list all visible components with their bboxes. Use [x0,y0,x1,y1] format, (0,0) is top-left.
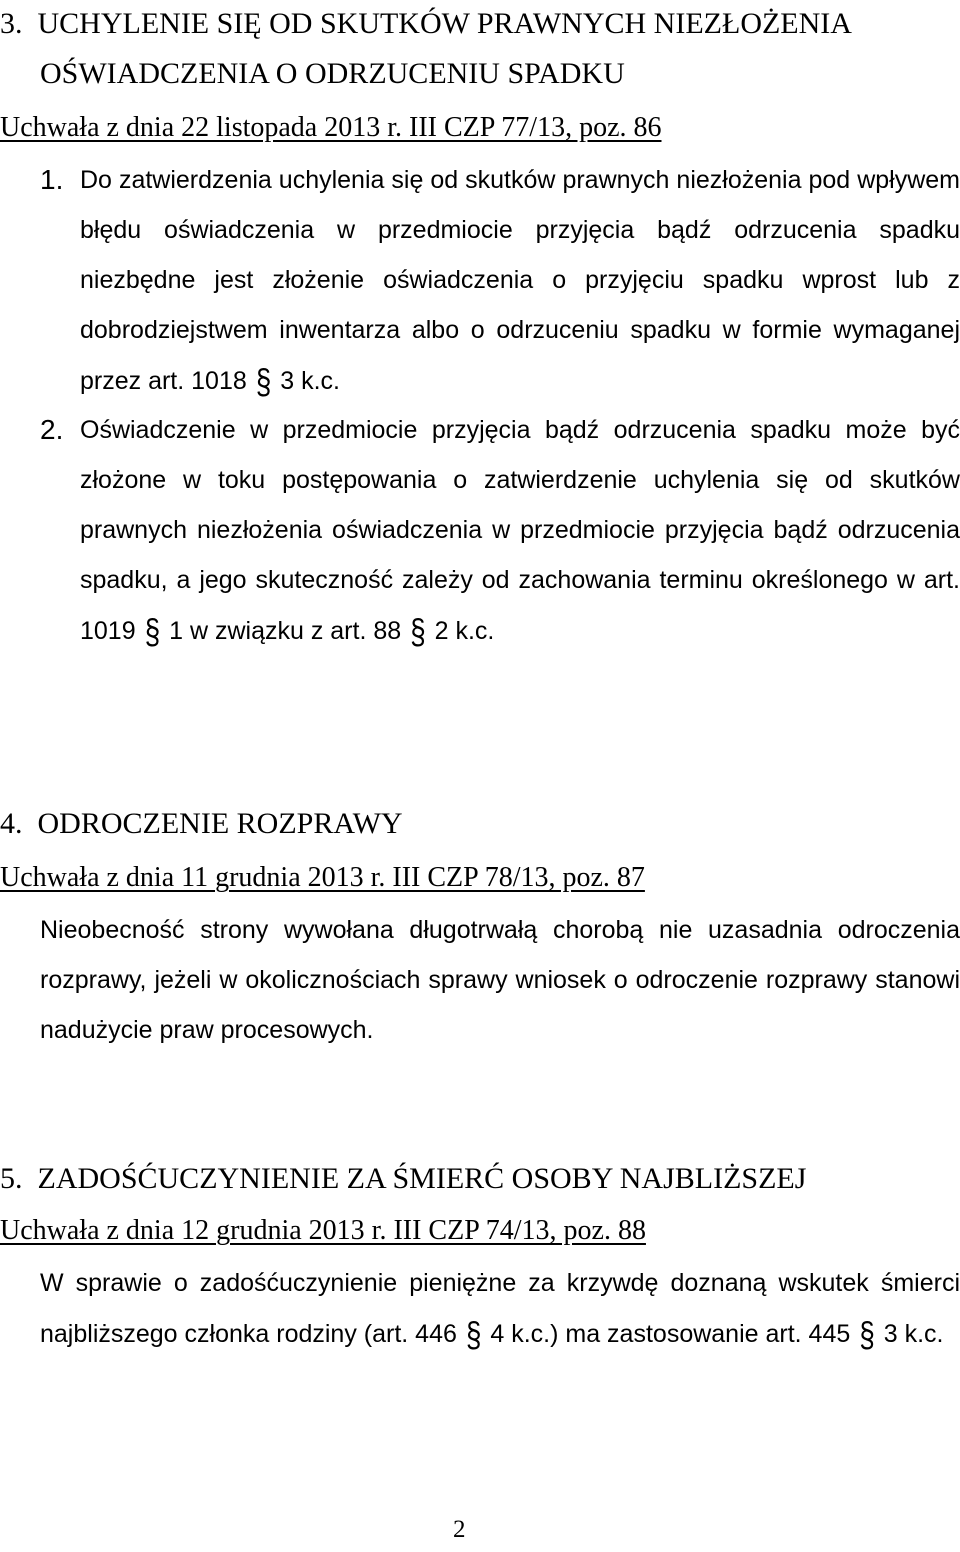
paragraph-sign: § [465,1315,482,1354]
section-3-reference: Uchwała z dnia 22 listopada 2013 r. III CZP 77/13, poz. 86 [0,112,662,143]
paragraph-sign: § [144,612,161,651]
section-3-heading-line2 [40,50,625,98]
paragraph-sign: § [255,362,272,401]
section-title: ODROCZENIE ROZPRAWY [37,807,403,840]
section-title: ZADOŚĆUCZYNIENIE ZA ŚMIERĆ OSOBY NAJBLIŻSZEJ [37,1162,807,1195]
section-4-text: Nieobecność strony wywołana długotrwałą chorobą nie uzasadnia odroczenia rozprawy, jeżeli w okolicznościach sprawy wniosek o odroczenie rozprawy stanowi nadużycie praw procesowych. [40,916,960,1044]
point-number: 1. [40,164,64,195]
section-number: 4. [0,807,23,840]
point-2-text: Oświadczenie w przedmiocie przyjęcia bądź odrzucenia spadku może być złożone w toku postępowania o zatwierdzenie uchylenia się od skutków prawnych niezłożenia oświadczenia w przedmiocie przyjęcia bądź odrzucenia spadku, a jego skuteczność zależy od zachowania terminu określonego w art. 1019 § 1 w związku z art. 88 § 2 k.c. [80,405,960,656]
point-number: 2. [40,414,64,445]
paragraph-sign: § [859,1315,875,1354]
point-1-text: Do zatwierdzenia uchylenia się od skutków prawnych niezłożenia pod wpływem błędu oświadczenia w przedmiocie przyjęcia bądź odrzucenia spadku niezbędne jest złożenie oświadczenia o przyjęciu spadku wprost lub z dobrodziejstwem inwentarza albo o odrzuceniu spadku w formie wymaganej przez art. 1018 § 3 k.c. [80,155,960,406]
paragraph-sign: § [410,612,426,651]
section-5-text: W sprawie o zadośćuczynienie pieniężne za krzywdę doznaną wskutek śmierci najbliższego członka rodziny (art. 446 § 4 k.c.) ma zastosowanie art. 445 § 3 k.c. [40,1258,960,1359]
section-4-reference: Uchwała z dnia 11 grudnia 2013 r. III CZP 78/13, poz. 87 [0,862,645,893]
section-3-heading [0,0,852,48]
page-number: 2 [453,1516,466,1543]
section-5-reference: Uchwała z dnia 12 grudnia 2013 r. III CZP 74/13, poz. 88 [0,1215,646,1246]
section-number: 3. [0,7,23,40]
section-number: 5. [0,1162,23,1195]
section-title: UCHYLENIE SIĘ OD SKUTKÓW PRAWNYCH NIEZŁOŻENIA [37,7,852,40]
section-title: OŚWIADCZENIA O ODRZUCENIU SPADKU [40,57,625,90]
section-5-heading [0,1155,806,1203]
section-4-heading [0,800,403,848]
